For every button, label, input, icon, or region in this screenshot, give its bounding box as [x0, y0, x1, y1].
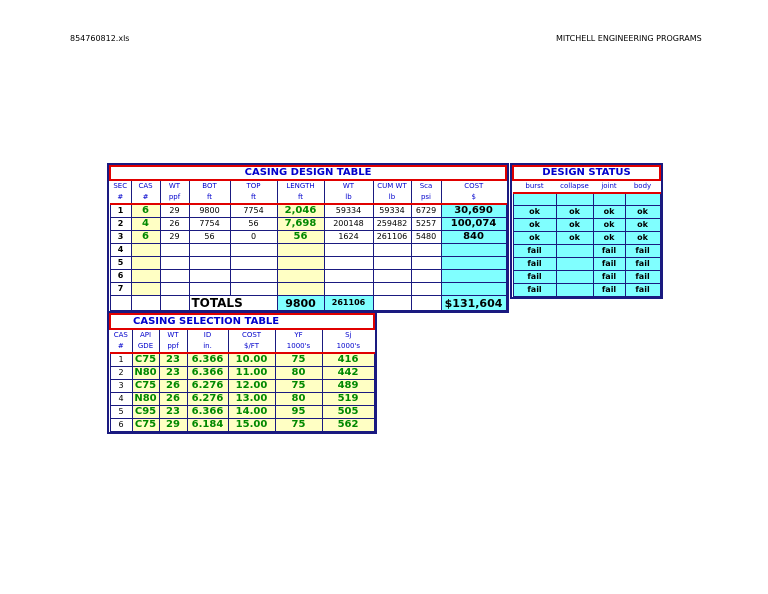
api-grade[interactable]: C75 [132, 419, 159, 432]
status-row [513, 245, 660, 258]
selection-col-unit: $/FT [228, 341, 275, 353]
design-col-unit: # [110, 192, 131, 204]
section-cost[interactable]: 100,074 [441, 218, 506, 231]
status-col-header: collapse [556, 180, 593, 193]
status-body[interactable]: ok [625, 219, 660, 232]
design-table-title: CASING DESIGN TABLE [110, 166, 506, 180]
inner-diameter[interactable]: 6.184 [187, 419, 228, 432]
inner-diameter[interactable]: 6.276 [187, 393, 228, 406]
bottom-depth[interactable]: 56 [189, 231, 230, 244]
section-weight[interactable] [324, 270, 373, 283]
design-status-table [512, 165, 661, 297]
bottom-depth[interactable] [189, 257, 230, 270]
sca-psi[interactable] [411, 270, 441, 283]
status-joint[interactable]: fail [593, 245, 625, 258]
weight-ppf[interactable]: 26 [160, 218, 189, 231]
yield-strength[interactable]: 80 [275, 367, 322, 380]
selection-header-row-top [110, 329, 374, 341]
selection-weight[interactable]: 23 [159, 367, 187, 380]
bottom-depth[interactable]: 7754 [189, 218, 230, 231]
totals-cell[interactable] [110, 296, 131, 311]
joint-strength[interactable]: 562 [322, 419, 374, 432]
sca-psi[interactable] [411, 283, 441, 296]
cumulative-weight[interactable]: 259482 [373, 218, 411, 231]
selection-col-header: COST [228, 329, 275, 341]
totals-row [110, 296, 506, 311]
section-cost[interactable]: 840 [441, 231, 506, 244]
cost-per-foot[interactable]: 10.00 [228, 353, 275, 367]
status-row [513, 271, 660, 284]
status-joint[interactable]: ok [593, 219, 625, 232]
sca-psi[interactable] [411, 244, 441, 257]
selection-col-header: ID [187, 329, 228, 341]
section-length[interactable] [277, 244, 324, 257]
design-row [110, 270, 506, 283]
selection-col-unit: 1000's [322, 341, 374, 353]
casing-number[interactable] [131, 257, 160, 270]
api-grade[interactable]: N80 [132, 367, 159, 380]
casing-number[interactable]: 4 [131, 218, 160, 231]
selection-casing-number[interactable]: 4 [110, 393, 132, 406]
selection-col-header: CAS [113, 331, 128, 339]
yield-strength[interactable]: 75 [275, 419, 322, 432]
status-spacer-row [513, 193, 660, 206]
status-burst[interactable]: fail [513, 271, 556, 284]
joint-strength[interactable]: 505 [322, 406, 374, 419]
total-cost[interactable]: $131,604 [441, 296, 506, 311]
casing-selection-table [109, 313, 375, 432]
weight-ppf[interactable]: 29 [160, 231, 189, 244]
selection-col-unit: GDE [132, 341, 159, 353]
section-weight[interactable]: 200148 [324, 218, 373, 231]
casing-number[interactable] [131, 270, 160, 283]
design-col-unit: ppf [160, 192, 189, 204]
status-burst[interactable]: ok [513, 219, 556, 232]
selection-casing-number[interactable]: 5 [110, 406, 132, 419]
design-col-header: CUM WT [373, 180, 411, 192]
status-joint[interactable]: ok [593, 232, 625, 245]
status-row [513, 219, 660, 232]
selection-row [110, 367, 374, 380]
selection-row [110, 419, 374, 432]
status-burst[interactable]: fail [513, 258, 556, 271]
total-weight[interactable]: 261106 [324, 296, 373, 311]
section-length[interactable] [277, 257, 324, 270]
sca-psi[interactable] [411, 257, 441, 270]
top-depth[interactable] [230, 257, 277, 270]
yield-strength[interactable]: 75 [275, 380, 322, 393]
status-col-header: burst [513, 180, 556, 193]
status-burst[interactable]: ok [513, 232, 556, 245]
selection-col-unit: ppf [159, 341, 187, 353]
design-col-header: SEC [113, 182, 128, 190]
sca-psi[interactable]: 5257 [411, 218, 441, 231]
sca-psi[interactable]: 5480 [411, 231, 441, 244]
api-grade[interactable]: C75 [132, 353, 159, 367]
status-col-header: body [625, 180, 660, 193]
design-col-unit: ft [277, 192, 324, 204]
totals-cell[interactable] [160, 296, 189, 311]
totals-cell[interactable] [373, 296, 411, 311]
api-grade[interactable]: C75 [132, 380, 159, 393]
section-number[interactable]: 4 [110, 244, 131, 257]
section-length[interactable]: 2,046 [277, 204, 324, 218]
weight-ppf[interactable]: 29 [160, 204, 189, 218]
status-collapse[interactable]: ok [556, 232, 593, 245]
status-table-title: DESIGN STATUS [513, 166, 660, 180]
joint-strength[interactable]: 442 [322, 367, 374, 380]
design-col-unit: ft [189, 192, 230, 204]
selection-col-unit: in. [187, 341, 228, 353]
selection-weight[interactable]: 23 [159, 353, 187, 367]
top-depth[interactable] [230, 270, 277, 283]
design-col-header: CAS [131, 180, 160, 192]
section-number[interactable]: 3 [110, 231, 131, 244]
filename-label: 854760812.xls [70, 34, 130, 43]
cumulative-weight[interactable]: 261106 [373, 231, 411, 244]
section-number[interactable]: 1 [110, 204, 131, 218]
selection-row [110, 393, 374, 406]
status-body[interactable]: fail [625, 245, 660, 258]
section-length[interactable] [277, 270, 324, 283]
totals-cell[interactable] [411, 296, 441, 311]
status-cell[interactable] [513, 193, 556, 206]
design-col-header: BOT [189, 180, 230, 192]
status-joint[interactable]: ok [593, 206, 625, 219]
status-collapse[interactable] [556, 258, 593, 271]
status-collapse[interactable]: ok [556, 206, 593, 219]
design-col-unit: lb [373, 192, 411, 204]
cost-per-foot[interactable]: 15.00 [228, 419, 275, 432]
selection-weight[interactable]: 23 [159, 406, 187, 419]
design-row [110, 218, 506, 231]
section-length[interactable]: 56 [277, 231, 324, 244]
selection-table-title: CASING SELECTION TABLE [110, 314, 374, 329]
cost-per-foot[interactable]: 12.00 [228, 380, 275, 393]
cumulative-weight[interactable] [373, 257, 411, 270]
casing-number[interactable] [131, 244, 160, 257]
sca-psi[interactable]: 6729 [411, 204, 441, 218]
status-body[interactable]: ok [625, 232, 660, 245]
status-cell[interactable] [593, 193, 625, 206]
status-collapse[interactable] [556, 245, 593, 258]
weight-ppf[interactable] [160, 283, 189, 296]
section-weight[interactable] [324, 244, 373, 257]
section-weight[interactable] [324, 283, 373, 296]
casing-number[interactable] [131, 283, 160, 296]
totals-label: TOTALS [189, 296, 277, 311]
casing-number[interactable]: 6 [131, 231, 160, 244]
design-col-unit: # [131, 192, 160, 204]
cumulative-weight[interactable] [373, 244, 411, 257]
status-body[interactable]: fail [625, 284, 660, 297]
status-row [513, 258, 660, 271]
status-col-header: joint [593, 180, 625, 193]
design-col-unit: lb [324, 192, 373, 204]
section-number[interactable]: 6 [110, 270, 131, 283]
total-length[interactable]: 9800 [277, 296, 324, 311]
section-cost[interactable] [441, 257, 506, 270]
status-collapse[interactable] [556, 284, 593, 297]
top-depth[interactable]: 7754 [230, 204, 277, 218]
design-col-header: TOP [230, 180, 277, 192]
section-number[interactable]: 5 [110, 257, 131, 270]
section-cost[interactable]: 30,690 [441, 204, 506, 218]
design-row [110, 244, 506, 257]
section-cost[interactable] [441, 270, 506, 283]
design-col-header: WT [160, 180, 189, 192]
selection-weight[interactable]: 26 [159, 380, 187, 393]
top-depth[interactable] [230, 283, 277, 296]
status-row [513, 284, 660, 297]
status-body[interactable]: fail [625, 258, 660, 271]
status-body[interactable]: ok [625, 206, 660, 219]
selection-col-header: API [132, 329, 159, 341]
inner-diameter[interactable]: 6.276 [187, 380, 228, 393]
status-joint[interactable]: fail [593, 271, 625, 284]
status-burst[interactable]: ok [513, 206, 556, 219]
status-burst[interactable]: fail [513, 245, 556, 258]
selection-casing-number[interactable]: 2 [110, 367, 132, 380]
cost-per-foot[interactable]: 13.00 [228, 393, 275, 406]
design-col-unit: ft [230, 192, 277, 204]
status-collapse[interactable] [556, 271, 593, 284]
selection-header-row-bottom [110, 341, 374, 353]
status-body[interactable]: fail [625, 271, 660, 284]
weight-ppf[interactable] [160, 270, 189, 283]
design-col-unit: psi [411, 192, 441, 204]
company-label: MITCHELL ENGINEERING PROGRAMS [556, 34, 702, 43]
status-joint[interactable]: fail [593, 284, 625, 297]
totals-cell[interactable] [131, 296, 160, 311]
yield-strength[interactable]: 80 [275, 393, 322, 406]
design-col-header: WT [324, 180, 373, 192]
status-cell[interactable] [625, 193, 660, 206]
cost-per-foot[interactable]: 14.00 [228, 406, 275, 419]
status-burst[interactable]: fail [513, 284, 556, 297]
selection-col-header: WT [159, 329, 187, 341]
selection-row [110, 353, 374, 367]
selection-weight[interactable]: 29 [159, 419, 187, 432]
api-grade[interactable]: N80 [132, 393, 159, 406]
yield-strength[interactable]: 75 [275, 353, 322, 367]
bottom-depth[interactable] [189, 270, 230, 283]
section-weight[interactable]: 59334 [324, 204, 373, 218]
selection-col-unit: 1000's [275, 341, 322, 353]
bottom-depth[interactable] [189, 283, 230, 296]
section-number[interactable]: 2 [110, 218, 131, 231]
design-col-header: Sca [411, 180, 441, 192]
top-depth[interactable] [230, 244, 277, 257]
bottom-depth[interactable]: 9800 [189, 204, 230, 218]
design-row [110, 257, 506, 270]
api-grade[interactable]: C95 [132, 406, 159, 419]
design-row [110, 231, 506, 244]
selection-row [110, 406, 374, 419]
status-joint[interactable]: fail [593, 258, 625, 271]
status-header-row [513, 180, 660, 193]
yield-strength[interactable]: 95 [275, 406, 322, 419]
inner-diameter[interactable]: 6.366 [187, 367, 228, 380]
section-cost[interactable] [441, 283, 506, 296]
status-cell[interactable] [556, 193, 593, 206]
section-weight[interactable] [324, 257, 373, 270]
cost-per-foot[interactable]: 11.00 [228, 367, 275, 380]
joint-strength[interactable]: 416 [322, 353, 374, 367]
design-header-row-top [110, 180, 506, 192]
weight-ppf[interactable] [160, 257, 189, 270]
design-header-row-bottom [110, 192, 506, 204]
section-weight[interactable]: 1624 [324, 231, 373, 244]
weight-ppf[interactable] [160, 244, 189, 257]
selection-casing-number[interactable]: 1 [110, 353, 132, 367]
design-col-header: COST [441, 180, 506, 192]
inner-diameter[interactable]: 6.366 [187, 406, 228, 419]
cumulative-weight[interactable] [373, 283, 411, 296]
design-row [110, 283, 506, 296]
selection-row [110, 380, 374, 393]
section-length[interactable] [277, 283, 324, 296]
status-row [513, 206, 660, 219]
section-cost[interactable] [441, 244, 506, 257]
top-depth[interactable]: 56 [230, 218, 277, 231]
casing-number[interactable]: 6 [131, 204, 160, 218]
status-collapse[interactable]: ok [556, 219, 593, 232]
cumulative-weight[interactable]: 59334 [373, 204, 411, 218]
selection-casing-number[interactable]: 3 [110, 380, 132, 393]
casing-design-table [109, 165, 507, 311]
selection-casing-number[interactable]: 6 [110, 419, 132, 432]
joint-strength[interactable]: 489 [322, 380, 374, 393]
joint-strength[interactable]: 519 [322, 393, 374, 406]
section-length[interactable]: 7,698 [277, 218, 324, 231]
status-row [513, 232, 660, 245]
selection-col-unit: # [110, 341, 132, 353]
section-number[interactable]: 7 [110, 283, 131, 296]
selection-weight[interactable]: 26 [159, 393, 187, 406]
design-row [110, 204, 506, 218]
selection-col-header: Sj [322, 329, 374, 341]
design-col-unit: $ [441, 192, 506, 204]
design-col-header: LENGTH [277, 180, 324, 192]
inner-diameter[interactable]: 6.366 [187, 353, 228, 367]
bottom-depth[interactable] [189, 244, 230, 257]
selection-col-header: YF [275, 329, 322, 341]
cumulative-weight[interactable] [373, 270, 411, 283]
top-depth[interactable]: 0 [230, 231, 277, 244]
